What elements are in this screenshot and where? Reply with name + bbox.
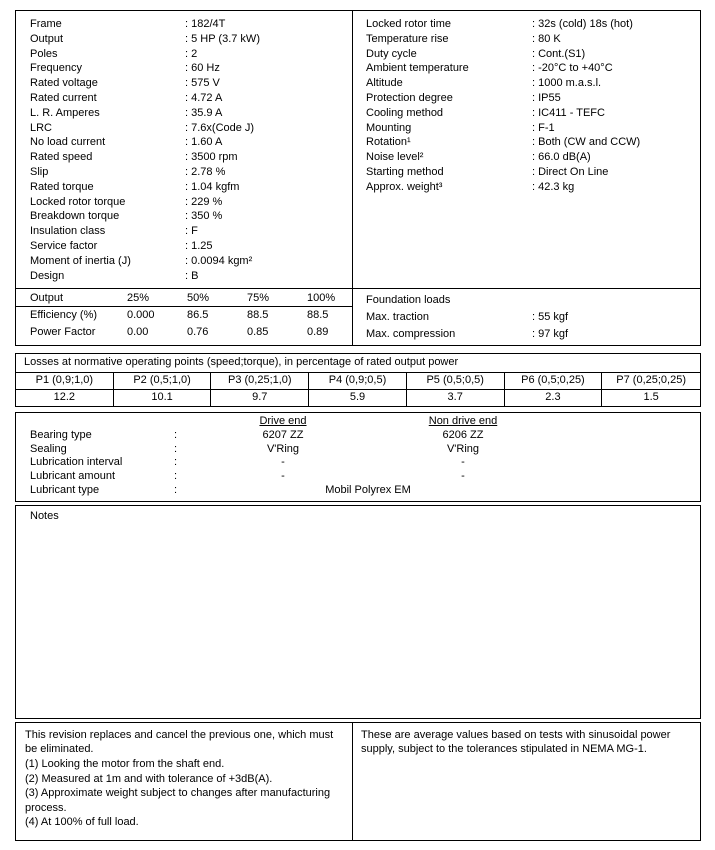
- bearing-drive-end-value: V'Ring: [266, 442, 300, 455]
- spec-row: [30, 209, 348, 224]
- spec-row: [30, 91, 348, 106]
- performance-header-50: 50%: [187, 292, 210, 304]
- spec-value: : IC411 - TEFC: [532, 106, 605, 119]
- spec-row: [366, 32, 696, 47]
- foundation-loads-body: [366, 309, 696, 342]
- spec-row: [30, 180, 348, 195]
- bearing-non-drive-end-value: 6206 ZZ: [442, 428, 484, 441]
- spec-value: : 5 HP (3.7 kW): [185, 32, 260, 45]
- losses-cell: 9.7: [211, 390, 309, 406]
- losses-cell: P5 (0,5;0,5): [407, 373, 505, 390]
- spec-label: Locked rotor torque: [30, 195, 126, 208]
- footer-section: [15, 722, 701, 841]
- spec-row: [366, 91, 696, 106]
- foundation-value: : 55 kgf: [532, 311, 569, 323]
- spec-value: : 66.0 dB(A): [532, 151, 591, 164]
- footer-note-line: (1) Looking the motor from the shaft end.: [25, 757, 225, 770]
- ratings-right-column: [352, 11, 700, 288]
- datasheet: [15, 10, 701, 841]
- spec-row: [30, 254, 348, 269]
- bearing-row-label: Lubricant amount: [30, 470, 115, 483]
- foundation-label: Max. traction: [366, 311, 429, 323]
- bearing-row-colon: :: [174, 456, 178, 469]
- spec-value: : 80 K: [532, 32, 561, 45]
- performance-row: [16, 324, 352, 341]
- performance-value-75: 88.5: [247, 309, 269, 321]
- spec-row: [30, 32, 348, 47]
- spec-value: : 0.0094 kgm²: [185, 254, 253, 267]
- bearings-section: [15, 412, 701, 502]
- foundation-row: [366, 326, 696, 343]
- foundation-loads-title: Foundation loads: [366, 294, 451, 306]
- spec-label: Rated torque: [30, 180, 94, 193]
- performance-header-row: [16, 289, 352, 307]
- spec-value: : Both (CW and CCW): [532, 136, 641, 149]
- spec-label: Noise level²: [366, 151, 424, 164]
- performance-value-25: 0.00: [127, 325, 149, 338]
- bearing-non-drive-end-value: V'Ring: [446, 442, 480, 455]
- spec-label: Frequency: [30, 62, 82, 75]
- spec-label: Starting method: [366, 165, 444, 178]
- spec-label: Poles: [30, 47, 58, 60]
- performance-value-75: 0.85: [247, 325, 269, 338]
- non-drive-end-header: Non drive end: [428, 415, 498, 427]
- bearing-row-colon: :: [174, 470, 178, 483]
- spec-value: : 575 V: [185, 77, 220, 90]
- spec-label: Design: [30, 269, 65, 282]
- spec-row: [30, 106, 348, 121]
- lubricant-type-label: Lubricant type: [30, 483, 100, 496]
- bearing-drive-end-value: 6207 ZZ: [262, 428, 304, 441]
- performance-table: [16, 289, 352, 345]
- spec-value: : 350 %: [185, 210, 223, 223]
- spec-value: : IP55: [532, 91, 561, 104]
- spec-value: : Direct On Line: [532, 165, 609, 178]
- spec-row: [366, 17, 696, 32]
- performance-row: [16, 307, 352, 324]
- bearing-drive-end-value: -: [281, 456, 285, 469]
- losses-cell: 2.3: [505, 390, 603, 406]
- spec-label: Protection degree: [366, 91, 453, 104]
- notes-title: Notes: [30, 509, 59, 522]
- bearings-header-spacer: [16, 415, 174, 429]
- bearing-non-drive-end-value: -: [461, 470, 465, 483]
- spec-value: : Cont.(S1): [532, 47, 586, 60]
- losses-cell: P4 (0,9;0,5): [309, 373, 407, 390]
- bearing-row-label: Bearing type: [30, 428, 92, 441]
- spec-row: [366, 61, 696, 76]
- spec-label: Insulation class: [30, 225, 106, 238]
- losses-title: Losses at normative operating points (speed;torque), in percentage of rated output power: [16, 354, 700, 373]
- spec-value: : 4.72 A: [185, 91, 223, 104]
- bearing-row: [16, 443, 700, 457]
- spec-row: [30, 165, 348, 180]
- spec-value: : 182/4T: [185, 18, 226, 30]
- spec-value: : 7.6x(Code J): [185, 121, 255, 134]
- spec-value: : 3500 rpm: [185, 151, 238, 164]
- spec-row: [366, 106, 696, 121]
- spec-row: [30, 269, 348, 284]
- lubricant-type-colon: :: [174, 483, 178, 496]
- performance-header-100: 100%: [307, 292, 336, 304]
- ratings-section: [15, 10, 701, 346]
- spec-label: Frame: [30, 18, 62, 30]
- losses-cell: P2 (0,5;1,0): [114, 373, 212, 390]
- losses-cell: P1 (0,9;1,0): [16, 373, 114, 390]
- spec-value: : F: [185, 225, 198, 238]
- spec-value: : 229 %: [185, 195, 223, 208]
- bearing-row-colon: :: [174, 442, 178, 455]
- performance-row-label: Efficiency (%): [30, 309, 98, 321]
- spec-label: No load current: [30, 136, 106, 149]
- losses-cell: 10.1: [114, 390, 212, 406]
- spec-label: Rated speed: [30, 151, 93, 164]
- bearings-header-row: [16, 415, 700, 429]
- bearing-row-colon: :: [174, 428, 178, 441]
- spec-label: Rated current: [30, 91, 97, 104]
- spec-value: : 1.04 kgfm: [185, 180, 240, 193]
- spec-row: [366, 135, 696, 150]
- spec-label: Moment of inertia (J): [30, 254, 131, 267]
- spec-label: Duty cycle: [366, 47, 417, 60]
- bearing-row: [16, 470, 700, 484]
- losses-values-row: [16, 390, 700, 406]
- performance-header-75: 75%: [247, 292, 270, 304]
- spec-value: : F-1: [532, 121, 555, 134]
- spec-row: [30, 17, 348, 32]
- foundation-loads: [352, 289, 700, 345]
- spec-value: : 1.25: [185, 239, 213, 252]
- spec-row: [30, 47, 348, 62]
- bearing-row-label: Sealing: [30, 442, 67, 455]
- bearing-row-label: Lubrication interval: [30, 456, 123, 469]
- spec-label: Mounting: [366, 121, 412, 134]
- bearings-body: [16, 429, 700, 484]
- performance-body: [16, 307, 352, 340]
- footer-left: [16, 723, 352, 840]
- spec-value: : 60 Hz: [185, 62, 220, 75]
- foundation-label: Max. compression: [366, 327, 456, 340]
- spec-value: : 1000 m.a.s.l.: [532, 77, 602, 90]
- bearing-drive-end-value: -: [281, 470, 285, 483]
- spec-label: Approx. weight³: [366, 180, 443, 193]
- losses-cell: P6 (0,5;0,25): [505, 373, 603, 390]
- performance-value-100: 88.5: [307, 309, 329, 321]
- losses-cell: 3.7: [407, 390, 505, 406]
- notes-section: [15, 505, 701, 719]
- foundation-row: [366, 309, 696, 326]
- spec-label: Slip: [30, 165, 49, 178]
- spec-row: [30, 135, 348, 150]
- performance-value-25: 0.000: [127, 309, 155, 321]
- drive-end-header: Drive end: [259, 415, 307, 427]
- spec-row: [30, 195, 348, 210]
- spec-label: Temperature rise: [366, 32, 449, 45]
- spec-row: [30, 150, 348, 165]
- spec-label: Output: [30, 32, 64, 45]
- performance-foundation-row: [16, 289, 700, 345]
- spec-label: Cooling method: [366, 106, 444, 119]
- losses-cell: P7 (0,25;0,25): [602, 373, 700, 390]
- spec-value: : 2: [185, 47, 198, 60]
- losses-header-row: [16, 373, 700, 390]
- losses-section: [15, 353, 701, 407]
- spec-row: [366, 76, 696, 91]
- footer-note-line: These are average values based on tests with sinusoidal power supply, subject to the tolerances stipulated in NEMA MG-1.: [361, 728, 671, 756]
- spec-row: [366, 165, 696, 180]
- spec-label: Ambient temperature: [366, 62, 469, 75]
- losses-cell: 1.5: [643, 391, 659, 403]
- spec-value: : B: [185, 269, 199, 282]
- spec-value: : 42.3 kg: [532, 180, 575, 193]
- losses-cell: P3 (0,25;1,0): [211, 373, 309, 390]
- spec-row: [366, 180, 696, 195]
- spec-row: [30, 239, 348, 254]
- spec-label: Service factor: [30, 239, 98, 252]
- performance-value-50: 86.5: [187, 309, 209, 321]
- spec-row: [30, 76, 348, 91]
- performance-header-output: Output: [30, 292, 64, 304]
- spec-label: L. R. Amperes: [30, 106, 100, 119]
- spec-value: : 1.60 A: [185, 136, 223, 149]
- bearings-header-spacer2: [174, 415, 188, 429]
- performance-value-100: 0.89: [307, 325, 329, 338]
- footer-note-line: (3) Approximate weight subject to changes after manufacturing process.: [25, 787, 331, 814]
- spec-value: : 2.78 %: [185, 165, 226, 178]
- spec-label: Locked rotor time: [366, 18, 451, 30]
- spec-label: Rated voltage: [30, 77, 98, 90]
- spec-row: [30, 121, 348, 136]
- spec-row: [30, 61, 348, 76]
- bearing-row: [16, 456, 700, 470]
- footer-note-line: (2) Measured at 1m and with tolerance of +3dB(A).: [25, 772, 273, 785]
- spec-value: : -20°C to +40°C: [532, 62, 613, 75]
- spec-label: Rotation¹: [366, 136, 411, 149]
- losses-cell: 12.2: [16, 390, 114, 406]
- spec-value: : 32s (cold) 18s (hot): [532, 18, 633, 30]
- ratings-columns: [16, 11, 700, 288]
- foundation-value: : 97 kgf: [532, 327, 569, 340]
- footer-note-line: This revision replaces and cancel the previous one, which must be eliminated.: [25, 728, 334, 756]
- bearing-row: [16, 429, 700, 443]
- spec-row: [366, 121, 696, 136]
- spec-label: Altitude: [366, 77, 403, 90]
- spec-label: Breakdown torque: [30, 210, 120, 223]
- lubricant-type-row: [16, 484, 700, 498]
- lubricant-type-value: Mobil Polyrex EM: [325, 483, 411, 496]
- bearing-non-drive-end-value: -: [461, 456, 465, 469]
- ratings-left-column: [16, 11, 352, 288]
- performance-header-25: 25%: [127, 292, 150, 304]
- footer-right: [352, 723, 700, 840]
- losses-cell: 5.9: [309, 390, 407, 406]
- spec-value: : 35.9 A: [185, 106, 223, 119]
- footer-note-line: (4) At 100% of full load.: [25, 816, 139, 829]
- performance-row-label: Power Factor: [30, 325, 96, 338]
- spec-row: [366, 47, 696, 62]
- spec-label: LRC: [30, 121, 53, 134]
- spec-row: [366, 150, 696, 165]
- performance-value-50: 0.76: [187, 325, 209, 338]
- spec-row: [30, 224, 348, 239]
